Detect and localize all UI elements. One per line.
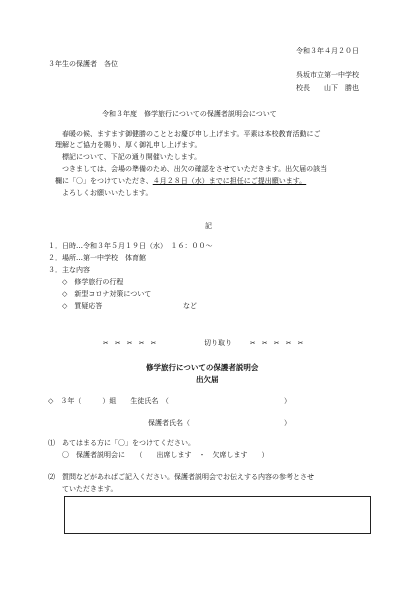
body-p3-line2-pre: 欄に「〇」をつけていただき、 — [55, 177, 153, 185]
guardian-name-close: ） — [284, 419, 291, 427]
form-title: 修学旅行についての保護者説明会 — [146, 363, 259, 372]
question-2-line2: ていただきます。 — [62, 485, 118, 493]
date: 令和３年４月２０日 — [296, 47, 359, 55]
cut-marks-right: ✂ ✂ ✂ ✂ ✂ — [250, 339, 304, 347]
page-title: 令和３年度 修学旅行についての保護者説明会について — [102, 110, 277, 118]
question-1-option: 〇 保護者説明会に （ 出席します ・ 欠席します ） — [62, 451, 269, 459]
detail-item-datetime: １．日時…令和３年５月１９日（水） １６：００～ — [48, 242, 213, 250]
body-p3-line2 — [55, 178, 306, 185]
question-1: ⑴ あてはまる方に「〇」をつけてください。 — [48, 439, 195, 447]
body-p1-line1: 春暖の候、ますます御健勝のこととお慶び申し上げます。平素は本校教育活動にご — [62, 130, 321, 138]
guardian-name-line: 保護者氏名（ — [148, 419, 190, 427]
student-name-close: ） — [284, 397, 291, 405]
body-p4-line1: よろしくお願いいたします。 — [62, 189, 153, 197]
detail-sub-itinerary: ◇ 修学旅行の行程 — [62, 278, 124, 286]
principal: 校長 山下 勝也 — [296, 84, 359, 92]
detail-sub-covid: ◇ 新型コロナ対策について — [62, 290, 152, 298]
ki-heading: 記 — [205, 222, 212, 230]
recipient: ３年生の保護者 各位 — [48, 60, 118, 68]
cut-marks-left: ✂ ✂ ✂ ✂ ✂ — [103, 339, 157, 347]
comment-box[interactable] — [64, 496, 371, 534]
detail-sub-qa: ◇ 質疑応答 — [62, 302, 103, 310]
question-2-line1: ⑵ 質問などがあればご記入ください。保護者説明会でお伝えする内容の参考とさせ — [48, 473, 314, 481]
detail-item-content: ３．主な内容 — [48, 266, 90, 274]
body-p1-line2: 理解とご協力を賜り、厚く御礼申し上げます。 — [55, 141, 202, 149]
school-name: 呉坂市立第一中学校 — [296, 71, 359, 79]
cut-label: 切り取り — [204, 339, 232, 347]
body-p3-line1: つきましては、会場の準備のため、出欠の確認をさせていただきます。出欠届の該当 — [62, 165, 328, 173]
body-p2-line1: 標記について、下記の通り開催いたします。 — [62, 153, 202, 161]
student-name-line: ◇ ３年（ ）組 生徒氏名 （ — [48, 397, 169, 405]
form-subtitle: 出欠届 — [196, 375, 219, 384]
detail-sub-qa-tail: など — [183, 302, 197, 310]
deadline-text: ４月２８日（水）までに担任にご提出願います。 — [152, 177, 307, 185]
detail-item-place: ２．場所…第一中学校 体育館 — [48, 254, 146, 262]
